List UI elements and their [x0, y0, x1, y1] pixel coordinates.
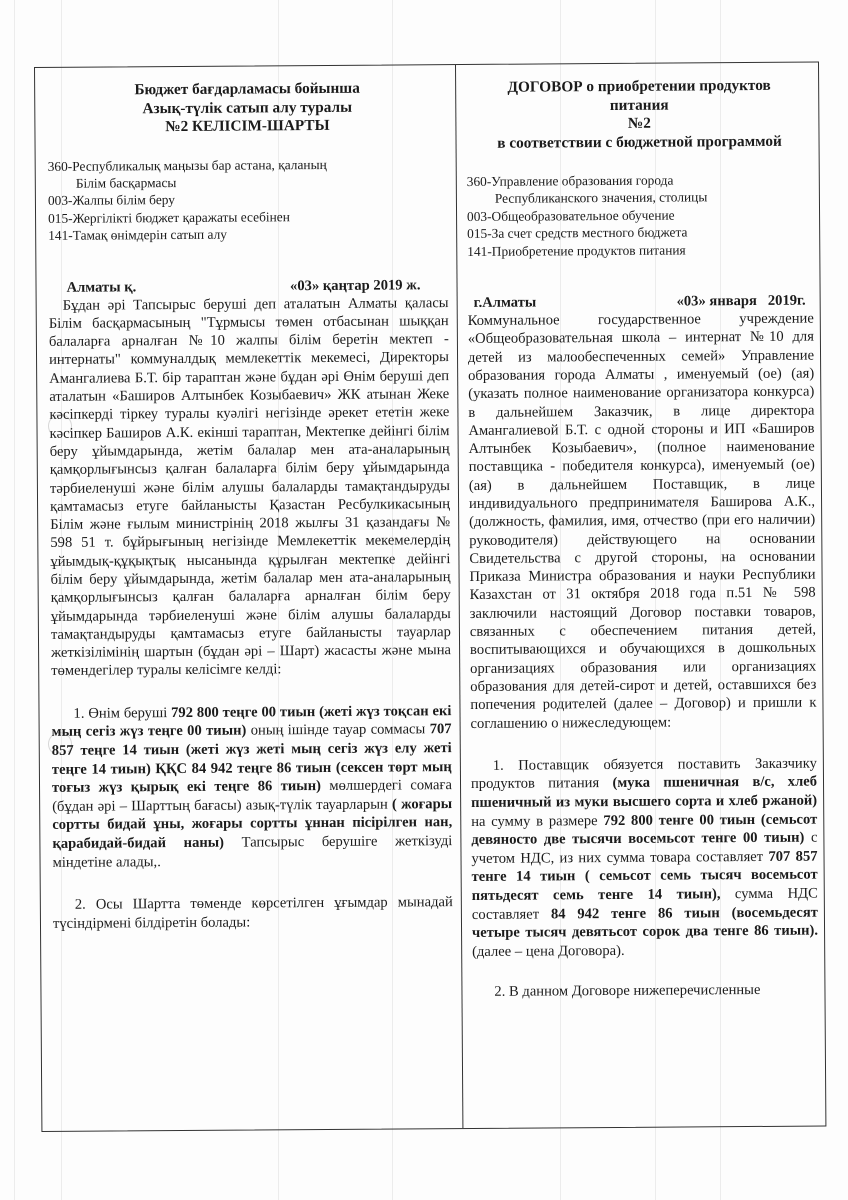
kz-code-line: 141-Тамақ өнімдерін сатып алу	[48, 226, 227, 244]
bilingual-contract-table	[34, 62, 826, 1132]
kz-code-line: 360-Республикалық маңызы бар астана, қаланың	[47, 156, 327, 174]
kz-clause-1-suffix: Тапсырыс берушіге жеткізуді міндетіне алады,.	[52, 833, 453, 871]
kz-contract-amount: 792 800 теңге 00 тиын (жеті жүз тоқсан екі мың сегіз жүз теңге 00 тиын)	[51, 702, 452, 741]
kz-clause-1	[51, 702, 452, 872]
kz-city: Алматы қ.	[66, 278, 137, 296]
ru-clause-1-text: на сумму в размере	[471, 812, 604, 830]
ru-code-line: 141-Приобретение продуктов питания	[467, 242, 686, 259]
ru-clause-1	[471, 754, 818, 961]
kz-date: «03» қаңтар 2019 ж.	[289, 276, 421, 294]
ru-clause-1-suffix: (далее – цена Договора).	[472, 942, 625, 960]
ru-title	[466, 77, 813, 153]
ru-products: (мука пшеничная в/с, хлеб пшеничный из муки высшего сорта и хлеб ржаной)	[471, 774, 818, 812]
kz-preamble: Бұдан әрі Тапсырыс беруші деп аталатын Алматы қаласы Білім басқармасының "Тұрмысы төмен отбасынан шыққан балаларға арналған №10 жалпы білім беретін мектеп - интернаты" коммуналдық мемлекеттік мекемесі, Директоры Амангалиева Б.Т. бір тараптан және бұдан әрі Өнім беруші деп аталатын «Баширов Алтынбек Козыбаевич» ЖК атынан Жеке кәсіпкерді тіркеу туралы куәлігі негізінде әрекет ететін жеке кәсіпкер Баширов А.К. екінші тараптан, Мектепке дейінгі білім беру ұйымдарында, жетім балалар мен ата-аналарының қамқорлығынсыз қалған балаларға білім беру ұйымдарында тәрбиеленуші және білім алушы балаларды тамақтандыруды қамтамасыз етуге байланысты Қазастан Ресбулкикасының Білім және ғылым министрінің 2018 жылғы 31 қазандағы № 598 51 т. бұйрығының негізінде Мемлекеттік мекемелердің ұйымдық-құқықтық нысанында құрылған мектепке дейінгі білім беру ұйымдарында, жетім балалар мен ата-аналарының қамқорлығынсыз қалған балаларға арналған білім беру ұйымдарында тәрбиеленуші және білім алушы балаларды тамақтандыруды қамтамасыз етуге байланысты тауарлар жеткізілімінің шартын (бұдан әрі – Шарт) жасасты және мына төмендегілер туралы келісімге келді:	[48, 294, 452, 680]
kz-clause-1-prefix: 1. Өнім беруші	[73, 704, 172, 722]
russian-column	[456, 63, 825, 1129]
kz-clause-1-text: оның ішінде тауар соммасы	[246, 721, 430, 739]
kz-title-line: Азық-түлік сатып алу туралы	[142, 98, 353, 117]
ru-place-date	[468, 292, 814, 312]
ru-title-line: ДОГОВОР о приобретении продуктов	[507, 76, 771, 96]
ru-code-line: 015-За счет средств местного бюджета	[467, 224, 688, 242]
ru-title-line: №2	[627, 114, 651, 132]
kz-title-line: №2 КЕЛІСІМ-ШАРТЫ	[165, 116, 330, 136]
ru-clause-1-text: с учетом НДС, из них сумма товара составляет	[471, 829, 818, 867]
kazakh-column	[35, 65, 463, 1131]
ru-code-line: 360-Управление образования города	[466, 172, 674, 189]
ru-title-line: в соответствии с бюджетной программой	[497, 132, 782, 152]
kz-clause-1-text: мөлшердегі сомаға (бұдан әрі – Шарттың бағасы) азық-түлік тауарларын	[52, 777, 453, 815]
kz-title-line: Бюджет бағдарламасы бойынша	[134, 79, 360, 99]
kz-code-line: 015-Жергілікті бюджет қаражаты есебінен	[48, 208, 290, 226]
ru-code-line: 003-Общеобразовательное обучение	[466, 207, 675, 224]
kz-code-line: Білім басқармасы	[75, 174, 177, 191]
kz-clause-2: 2. Осы Шартта төменде көрсетілген ұғымдар мынадай түсіндірмені білдіретін болады:	[52, 894, 453, 932]
ru-clause-1-text: сумма НДС составляет	[471, 885, 818, 923]
kz-goods-vat-amount: 707 857 теңге 14 тиын (жеті жүз жеті мың сегіз жүз елу жеті теңге 14 тиын) ҚҚС 84 942 теңге 86 тиын (сексен төрт мың тоғыз жүз қырық екі теңге 86 тиын)	[51, 721, 452, 797]
kz-title	[47, 79, 447, 137]
ru-date: «03» января 2019г.	[676, 292, 806, 310]
ru-city: г.Алматы	[473, 294, 537, 311]
ru-clause-1-prefix: 1. Поставщик обязуется поставить Заказчику продуктов питания	[470, 755, 817, 793]
ru-title-line: питания	[609, 96, 669, 114]
ru-contract-amount: 792 800 тенге 00 тиын (семьсот девяносто две тысячи восемьсот тенге 00 тиын)	[471, 811, 818, 849]
ru-vat-amount: 84 942 тенге 86 тиын (восемьдесят четыре тысяч девятьсот сорок два тенге 86 тиын).	[471, 904, 819, 942]
ru-goods-amount: 707 857 тенге 14 тиын ( семьсот семь тысяч восемьсот пятьдесят семь тенге 14 тиын),	[471, 848, 818, 904]
ru-preamble: Коммунальное государственное учреждение «Общеобразовательная школа – интернат №10 для детей из малообеспеченных семей» Управление образования города Алматы , именуемый (ое) (ая) (указать полное наименование организатора конкурса) в дальнейшем Заказчик, в лице директора Амангалиевой Б.Т. с одной стороны и ИП «Баширов Алтынбек Козыбаевич», (полное наименование поставщика - победителя конкурса), именуемый (ое) (ая) в дальнейшем Поставщик, в лице индивидуального предпринимателя Баширова А.К., (должность, фамилия, имя, отчество (при его наличии) руководителя) действующего на основании Свидетельства с другой стороны, на основании Приказа Министра образования и науки Республики Казахстан от 31 октября 2018 года п.51 № 598 заключили настоящий Договор поставки товаров, связанных с обеспечением питания детей, воспитывающихся и обучающихся в дошкольных организациях образования или организациях образования для детей-сирот и детей, оставшихся без попечения родителей (далее – Договор) и пришли к соглашению о нижеследующем:	[467, 310, 817, 732]
kz-products: ( жоғары сортты бидай ұны, жоғары сортты ұннан пісірілген нан, қарабидай-бидай наны)	[52, 795, 453, 852]
scan-artifact-line	[14, 0, 15, 1200]
kz-budget-codes	[48, 155, 449, 245]
ru-code-line: Республиканского значения, столицы	[494, 189, 708, 207]
ru-budget-codes	[467, 171, 814, 260]
kz-place-date	[48, 276, 448, 297]
ru-clause-2: 2. В данном Договоре нижеперечисленные	[494, 982, 761, 1001]
kz-code-line: 003-Жалпы білім беру	[47, 192, 175, 209]
